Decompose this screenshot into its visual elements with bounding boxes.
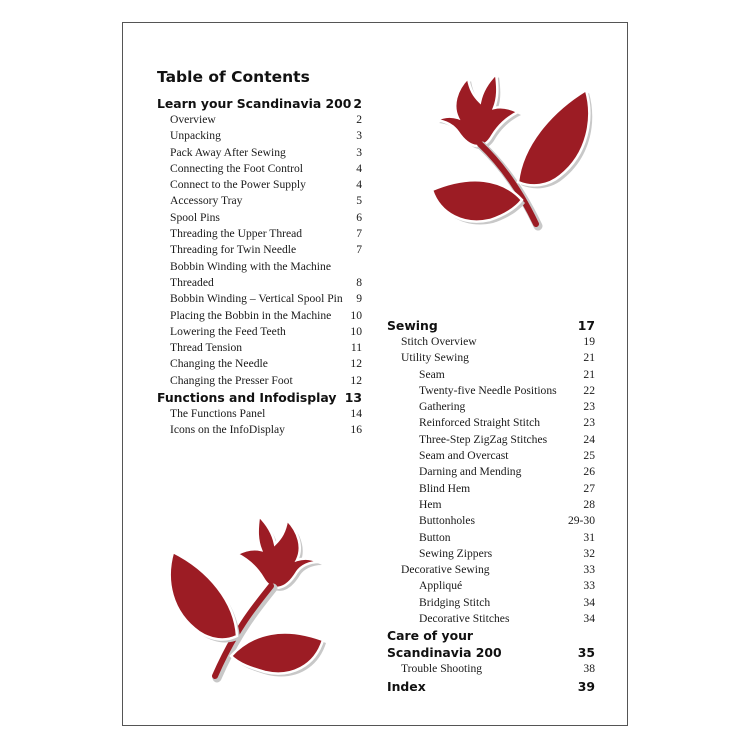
toc-entry	[157, 275, 362, 291]
toc-entry	[157, 193, 362, 209]
toc-entry-title: Scandinavia 200	[387, 645, 502, 661]
toc-entry-page: 11	[350, 341, 362, 355]
toc-entry-title: Seam and Overcast	[419, 449, 509, 463]
toc-entry-page: 28	[583, 497, 595, 511]
toc-entry-title: Changing the Needle	[170, 357, 268, 371]
toc-entry	[387, 530, 595, 546]
toc-entry-page: 13	[344, 390, 362, 406]
toc-entry-title: Blind Hem	[419, 481, 471, 495]
toc-entry-title: Darning and Mending	[419, 465, 522, 479]
toc-section-heading	[387, 678, 595, 695]
toc-entry-page: 10	[350, 308, 362, 322]
toc-entry	[387, 383, 595, 399]
toc-entry-title: Care of your	[387, 628, 474, 644]
tulip-petals	[436, 74, 518, 146]
toc-entry-title: Seam	[419, 367, 445, 381]
toc-entry	[157, 112, 362, 128]
toc-entry-page: 32	[583, 546, 595, 560]
toc-entry-page: 4	[356, 161, 362, 175]
toc-entry	[157, 210, 362, 226]
toc-entry	[157, 145, 362, 161]
toc-entry	[387, 448, 595, 464]
toc-entry-page: 27	[583, 481, 595, 495]
toc-entry-page: 4	[356, 178, 362, 192]
toc-entry-title: Placing the Bobbin in the Machine	[170, 308, 332, 322]
toc-entry-title: Icons on the InfoDisplay	[170, 423, 285, 437]
toc-entry	[157, 373, 362, 389]
toc-entry	[387, 611, 595, 627]
toc-entry-page: 31	[583, 530, 595, 544]
toc-entry-title: Index	[387, 678, 426, 694]
tulip-flower-icon	[410, 66, 610, 256]
toc-entry-title: Threaded	[170, 275, 214, 289]
toc-entry-title: Changing the Presser Foot	[170, 373, 293, 387]
toc-section-heading	[157, 95, 362, 112]
toc-entry	[387, 481, 595, 497]
toc-right-column	[387, 317, 595, 695]
toc-entry	[157, 324, 362, 340]
toc-entry-title: Appliqué	[419, 579, 463, 593]
toc-entry-title: Stitch Overview	[401, 335, 477, 348]
toc-entry-page: 7	[356, 227, 362, 241]
toc-entry	[387, 432, 595, 448]
tulip-leaf-left	[170, 552, 237, 639]
toc-entry	[387, 464, 595, 480]
toc-entry-title: Buttonholes	[419, 514, 476, 528]
toc-section-heading	[387, 317, 595, 334]
toc-entry	[387, 661, 595, 677]
tulip-flower-icon	[145, 512, 345, 702]
toc-entry-title: Utility Sewing	[401, 351, 469, 365]
toc-entry-title: Overview	[170, 113, 216, 126]
toc-entry	[387, 399, 595, 415]
toc-entry-page: 2	[353, 96, 362, 111]
toc-entry	[387, 546, 595, 562]
toc-entry-title: Pack Away After Sewing	[170, 145, 286, 159]
toc-entry	[387, 595, 595, 611]
toc-entry	[157, 177, 362, 193]
toc-entry-title: Lowering the Feed Teeth	[170, 324, 286, 338]
toc-entry-page: 23	[583, 400, 595, 414]
toc-entry-page: 8	[356, 275, 362, 289]
toc-entry-page: 16	[350, 423, 362, 437]
toc-entry-title: Threading for Twin Needle	[170, 243, 297, 257]
toc-entry-title: Twenty-five Needle Positions	[419, 383, 557, 397]
toc-entry-page: 21	[583, 367, 595, 381]
toc-entry-title: Bobbin Winding – Vertical Spool Pin	[170, 292, 343, 306]
toc-entry	[157, 356, 362, 372]
toc-entry	[387, 578, 595, 594]
toc-entry-page: 35	[577, 645, 595, 661]
toc-entry-title: Hem	[419, 497, 442, 511]
toc-section-heading	[387, 644, 595, 661]
toc-entry-page: 26	[583, 465, 595, 479]
toc-entry-page: 17	[577, 318, 595, 333]
toc-entry-title: Accessory Tray	[170, 194, 243, 208]
toc-entry-title: Connecting the Foot Control	[170, 161, 303, 175]
toc-entry-page: 33	[583, 563, 595, 577]
toc-entry-title: Sewing Zippers	[419, 546, 493, 560]
toc-entry-page: 29-30	[567, 514, 595, 528]
toc-entry-page: 12	[350, 357, 362, 371]
toc-entry-page: 24	[583, 432, 595, 446]
toc-entry-page: 38	[583, 662, 595, 676]
toc-entry-title: Thread Tension	[170, 341, 243, 355]
toc-entry	[157, 242, 362, 258]
tulip-petals	[237, 516, 319, 588]
toc-entry-title: Bridging Stitch	[419, 595, 491, 609]
toc-entry	[387, 415, 595, 431]
toc-section-heading	[387, 627, 595, 644]
toc-entry-title: Unpacking	[170, 129, 221, 143]
toc-entry-page: 7	[356, 243, 362, 257]
toc-entry-title: Threading the Upper Thread	[170, 227, 303, 241]
toc-entry-title: Three-Step ZigZag Stitches	[419, 432, 548, 446]
toc-entry-page: 12	[350, 373, 362, 387]
toc-entry	[387, 367, 595, 383]
toc-entry-title: Connect to the Power Supply	[170, 178, 306, 192]
toc-entry-page: 23	[583, 416, 595, 430]
toc-entry-page: 25	[583, 449, 595, 463]
toc-entry	[157, 406, 362, 422]
toc-entry-title: Decorative Stitches	[419, 612, 510, 626]
toc-entry-page: 33	[583, 579, 595, 593]
toc-entry	[157, 161, 362, 177]
toc-entry-title: The Functions Panel	[170, 407, 266, 421]
toc-entry-page: 34	[583, 595, 595, 609]
toc-entry	[387, 497, 595, 513]
toc-entry	[387, 350, 595, 366]
toc-title: Table of Contents	[157, 68, 310, 86]
tulip-leaf-right	[518, 90, 589, 185]
toc-entry-title: Reinforced Straight Stitch	[419, 416, 541, 430]
toc-entry	[387, 513, 595, 529]
toc-entry	[157, 308, 362, 324]
toc-entry-title: Bobbin Winding with the Machine	[170, 259, 331, 273]
toc-entry	[157, 340, 362, 356]
toc-entry-page: 21	[583, 351, 595, 365]
toc-entry-page: 10	[350, 324, 362, 338]
toc-entry-page: 14	[350, 407, 362, 421]
toc-section-heading	[157, 389, 362, 406]
toc-entry-page: 22	[583, 383, 595, 397]
toc-entry	[387, 334, 595, 350]
toc-entry	[157, 422, 362, 438]
toc-entry	[157, 259, 362, 275]
toc-entry	[157, 226, 362, 242]
toc-entry	[157, 128, 362, 144]
toc-entry-title: Learn your Scandinavia 200	[157, 96, 352, 111]
toc-entry-page: 39	[577, 678, 595, 694]
toc-entry-page: 19	[583, 335, 595, 348]
toc-entry-title: Functions and Infodisplay	[157, 390, 337, 406]
toc-entry-title: Trouble Shooting	[401, 662, 483, 676]
toc-entry	[387, 562, 595, 578]
toc-entry-title: Sewing	[387, 318, 438, 333]
toc-entry-page: 6	[356, 210, 362, 224]
toc-entry-title: Decorative Sewing	[401, 563, 490, 577]
toc-entry-page: 9	[356, 292, 362, 306]
toc-entry	[157, 291, 362, 307]
toc-entry-title: Gathering	[419, 400, 466, 414]
toc-entry-page: 3	[356, 129, 362, 143]
toc-entry-page: 5	[356, 194, 362, 208]
toc-left-column	[157, 95, 362, 439]
toc-entry-page: 34	[583, 612, 595, 626]
toc-entry-title: Spool Pins	[170, 210, 220, 224]
toc-entry-page: 2	[356, 113, 362, 126]
toc-entry-title: Button	[419, 530, 451, 544]
toc-entry-page: 3	[356, 145, 362, 159]
